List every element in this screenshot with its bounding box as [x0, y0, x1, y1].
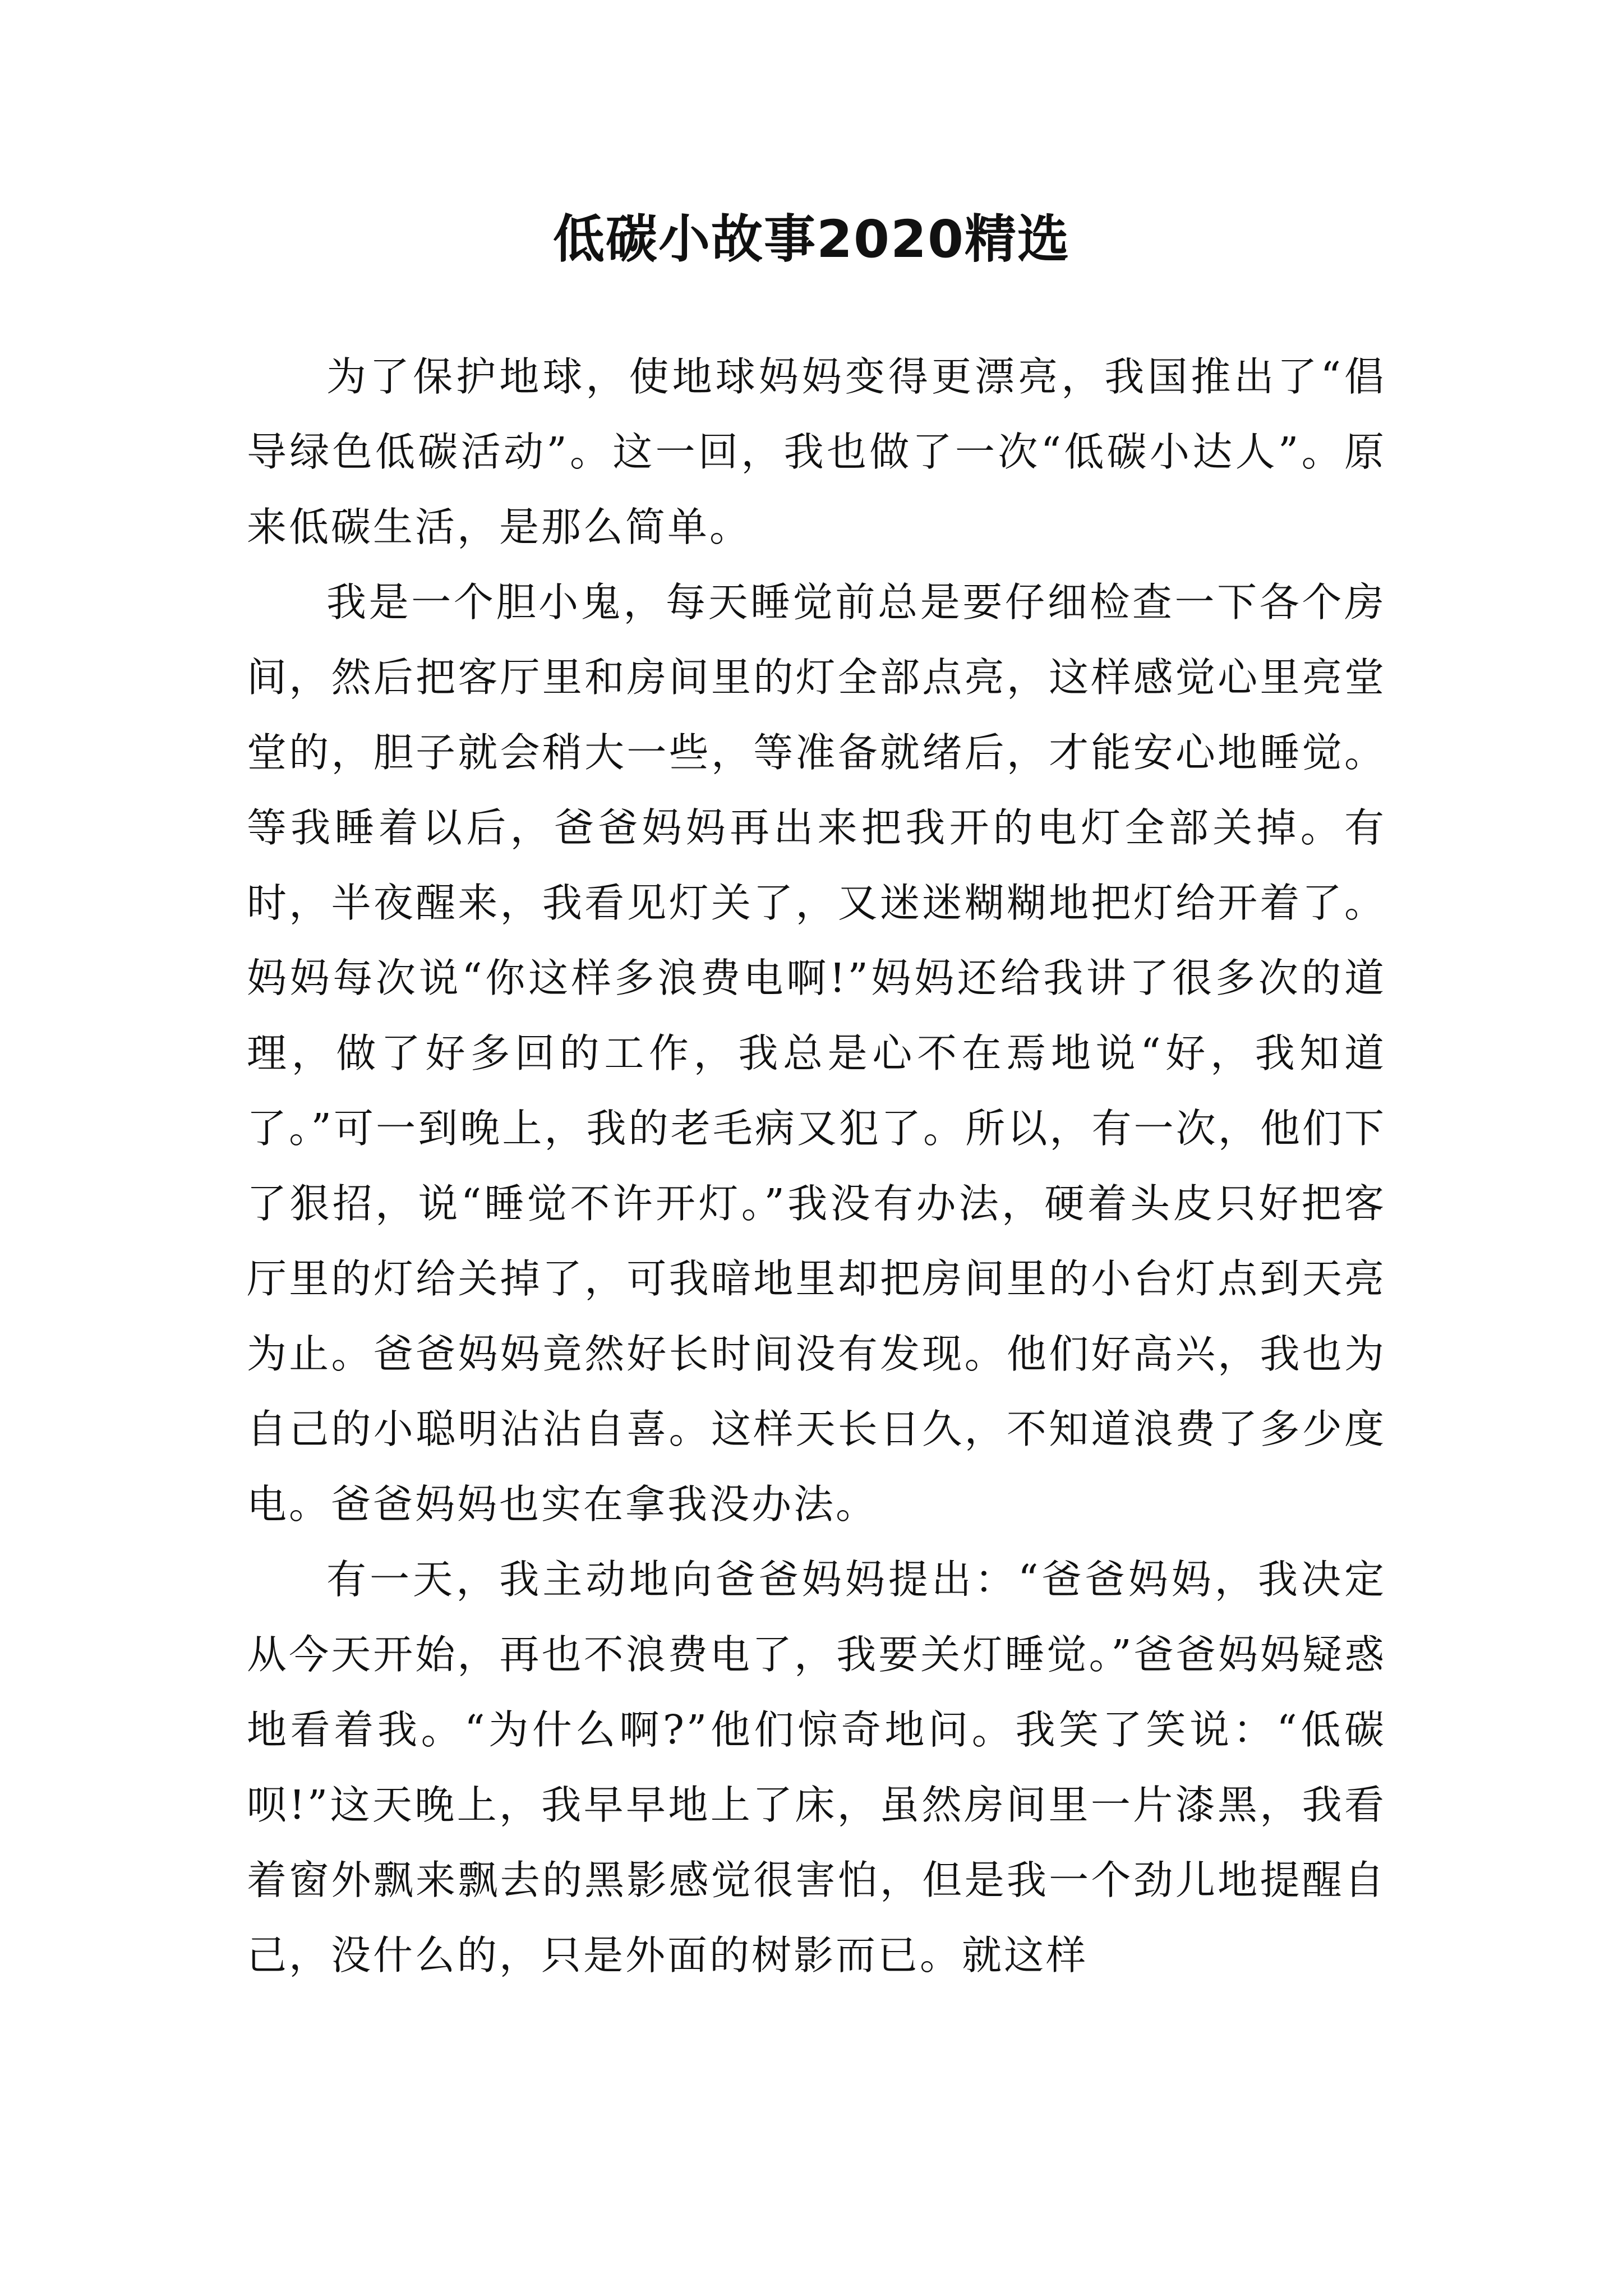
paragraph-3: 有一天，我主动地向爸爸妈妈提出：“爸爸妈妈，我决定从今天开始，再也不浪费电了，我要关灯睡觉。”爸爸妈妈疑惑地看着我。“为什么啊?”他们惊奇地问。我笑了笑说：“低碳呗!”这天晚上，我早早地上了床，虽然房间里一片漆黑，我看着窗外飘来飘去的黑影感觉很害怕，但是我一个劲儿地提醒自己，没什么的，只是外面的树影而已。就这样	[247, 1556, 1386, 1978]
paragraph-2: 我是一个胆小鬼，每天睡觉前总是要仔细检查一下各个房间，然后把客厅里和房间里的灯全部点亮，这样感觉心里亮堂堂的，胆子就会稍大一些，等准备就绪后，才能安心地睡觉。等我睡着以后，爸爸妈妈再出来把我开的电灯全部关掉。有时，半夜醒来，我看见灯关了，又迷迷糊糊地把灯给开着了。妈妈每次说“你这样多浪费电啊!”妈妈还给我讲了很多次的道理，做了好多回的工作，我总是心不在焉地说“好，我知道了。”可一到晚上，我的老毛病又犯了。所以，有一次，他们下了狠招，说“睡觉不许开灯。”我没有办法，硬着头皮只好把客厅里的灯给关掉了，可我暗地里却把房间里的小台灯点到天亮为止。爸爸妈妈竟然好长时间没有发现。他们好高兴，我也为自己的小聪明沾沾自喜。这样天长日久，不知道浪费了多少度电。爸爸妈妈也实在拿我没办法。	[247, 579, 1386, 1527]
document-title: 低碳小故事2020精选	[552, 209, 1071, 269]
document-body	[247, 339, 1386, 1993]
paragraph-1: 为了保护地球，使地球妈妈变得更漂亮，我国推出了“倡导绿色低碳活动”。这一回，我也做了一次“低碳小达人”。原来低碳生活，是那么简单。	[247, 353, 1386, 550]
